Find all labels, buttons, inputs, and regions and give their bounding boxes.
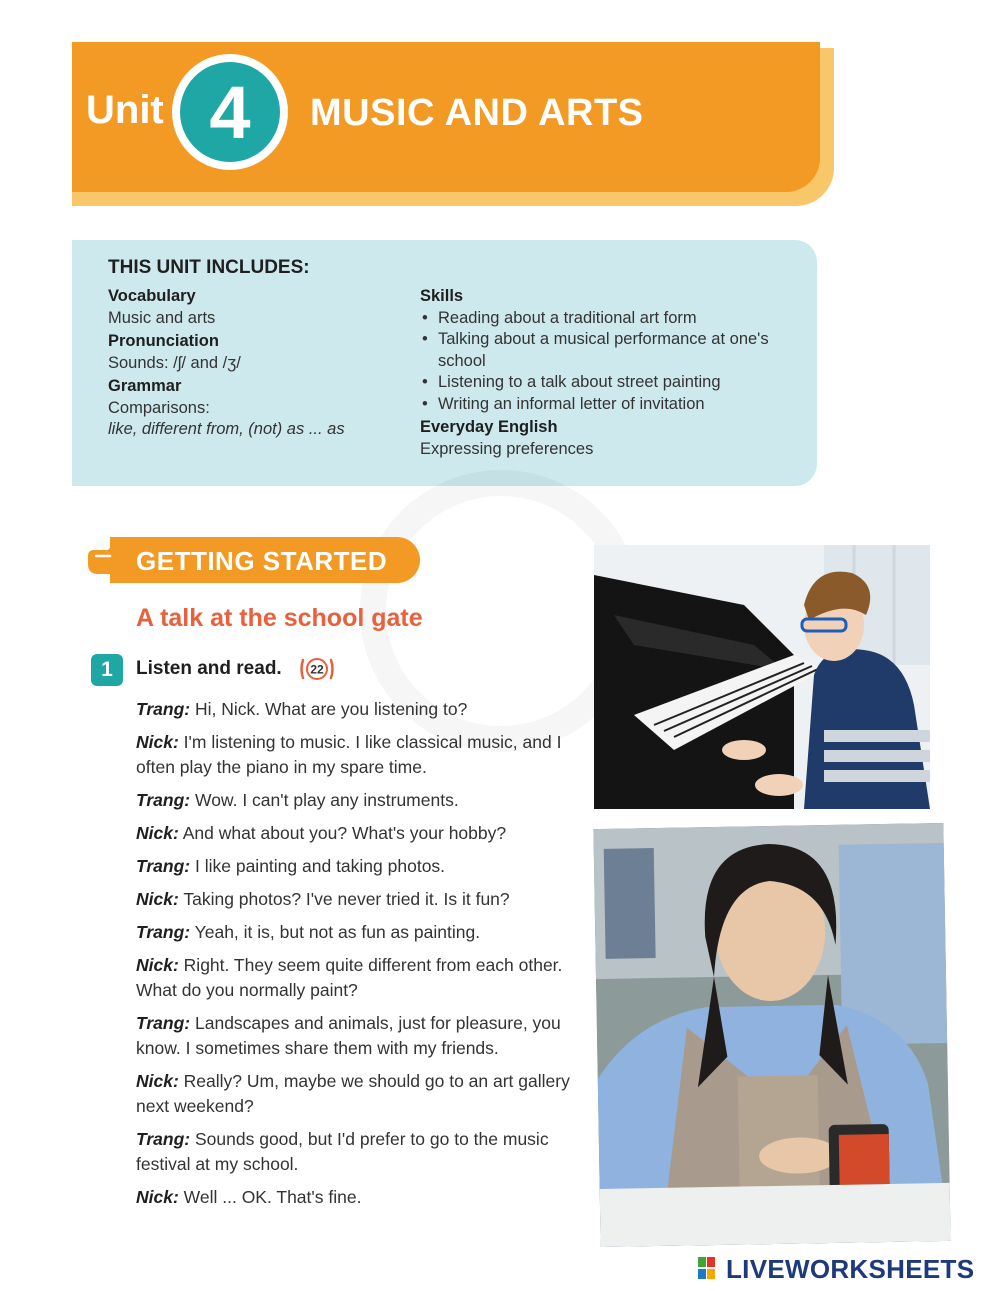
audio-track-icon[interactable] [300,656,334,682]
everyday-english-line: Expressing preferences [420,439,594,458]
speaker: Nick: [136,1071,179,1091]
section-subtitle: A talk at the school gate [136,604,423,632]
includes-heading: THIS UNIT INCLUDES: [108,257,310,278]
pointing-hand-icon [86,542,126,578]
dialogue-text: Landscapes and animals, just for pleasure, you know. I sometimes share them with my friends. [136,1013,561,1058]
grammar-heading: Grammar [108,377,182,395]
unit-number: 4 [180,62,280,162]
painting-photo-illustration [593,823,950,1247]
dialogue-line [136,730,586,780]
dialogue-text: Really? Um, maybe we should go to an art gallery next weekend? [136,1071,570,1116]
speaker: Trang: [136,922,191,942]
dialogue-line [136,788,586,813]
dialogue-text: Taking photos? I've never tried it. Is it fun? [183,889,510,909]
photo-girl-painting [593,823,950,1247]
unit-title: MUSIC AND ARTS [310,92,644,134]
dialogue-text: I like painting and taking photos. [195,856,446,876]
skills-heading: Skills [420,287,464,305]
speaker: Trang: [136,699,191,719]
dialogue-text: Right. They seem quite different from each other. What do you normally paint? [136,955,563,1000]
photo-boy-playing-piano [594,545,930,809]
grammar-line: Comparisons: [108,398,210,417]
speaker: Nick: [136,889,179,909]
unit-number-badge [172,54,288,170]
liveworksheets-logo-icon [698,1257,726,1281]
dialogue [136,697,586,1218]
dialogue-text: Yeah, it is, but not as fun as painting. [194,922,481,942]
dialogue-line [136,854,586,879]
dialogue-text: Well ... OK. That's fine. [183,1187,362,1207]
exercise-number: 1 [91,654,123,686]
liveworksheets-brand [698,1255,974,1283]
includes-left-column [108,284,408,441]
piano-photo-illustration [594,545,930,809]
exercise-instruction: Listen and read. [136,658,282,679]
unit-label: Unit [86,88,164,132]
speaker: Trang: [136,1129,191,1149]
dialogue-line [136,1011,586,1061]
pronunciation-line: Sounds: /ʃ/ and /ʒ/ [108,353,241,372]
dialogue-line [136,920,586,945]
skill-item: • Writing an informal letter of invitation [420,394,800,416]
dialogue-line [136,1069,586,1119]
speaker: Nick: [136,1187,179,1207]
vocabulary-line: Music and arts [108,308,216,327]
dialogue-line [136,887,586,912]
dialogue-line [136,1185,586,1210]
skill-item: • Talking about a musical performance at one's school [420,329,800,372]
pronunciation-heading: Pronunciation [108,332,219,350]
liveworksheets-text: LIVEWORKSHEETS [726,1253,975,1284]
speaker: Trang: [136,856,191,876]
audio-track-number: 22 [310,662,324,677]
dialogue-line [136,821,586,846]
grammar-italic-line: like, different from, (not) as ... as [108,420,345,438]
speaker: Trang: [136,1013,191,1033]
dialogue-text: And what about you? What's your hobby? [182,823,507,843]
dialogue-line [136,953,586,1003]
speaker: Nick: [136,823,179,843]
skill-item: • Listening to a talk about street painting [420,372,800,394]
speaker: Nick: [136,955,179,975]
dialogue-text: Sounds good, but I'd prefer to go to the music festival at my school. [136,1129,549,1174]
includes-right-column [420,284,800,460]
dialogue-text: I'm listening to music. I like classical music, and I often play the piano in my spare time. [136,732,562,777]
dialogue-text: Wow. I can't play any instruments. [195,790,459,810]
vocabulary-heading: Vocabulary [108,287,196,305]
speaker: Trang: [136,790,191,810]
getting-started-label: GETTING STARTED [136,546,388,576]
dialogue-line [136,1127,586,1177]
skill-item: • Reading about a traditional art form [420,308,800,330]
dialogue-line [136,697,586,722]
everyday-english-heading: Everyday English [420,418,558,436]
dialogue-text: Hi, Nick. What are you listening to? [195,699,468,719]
speaker: Nick: [136,732,179,752]
